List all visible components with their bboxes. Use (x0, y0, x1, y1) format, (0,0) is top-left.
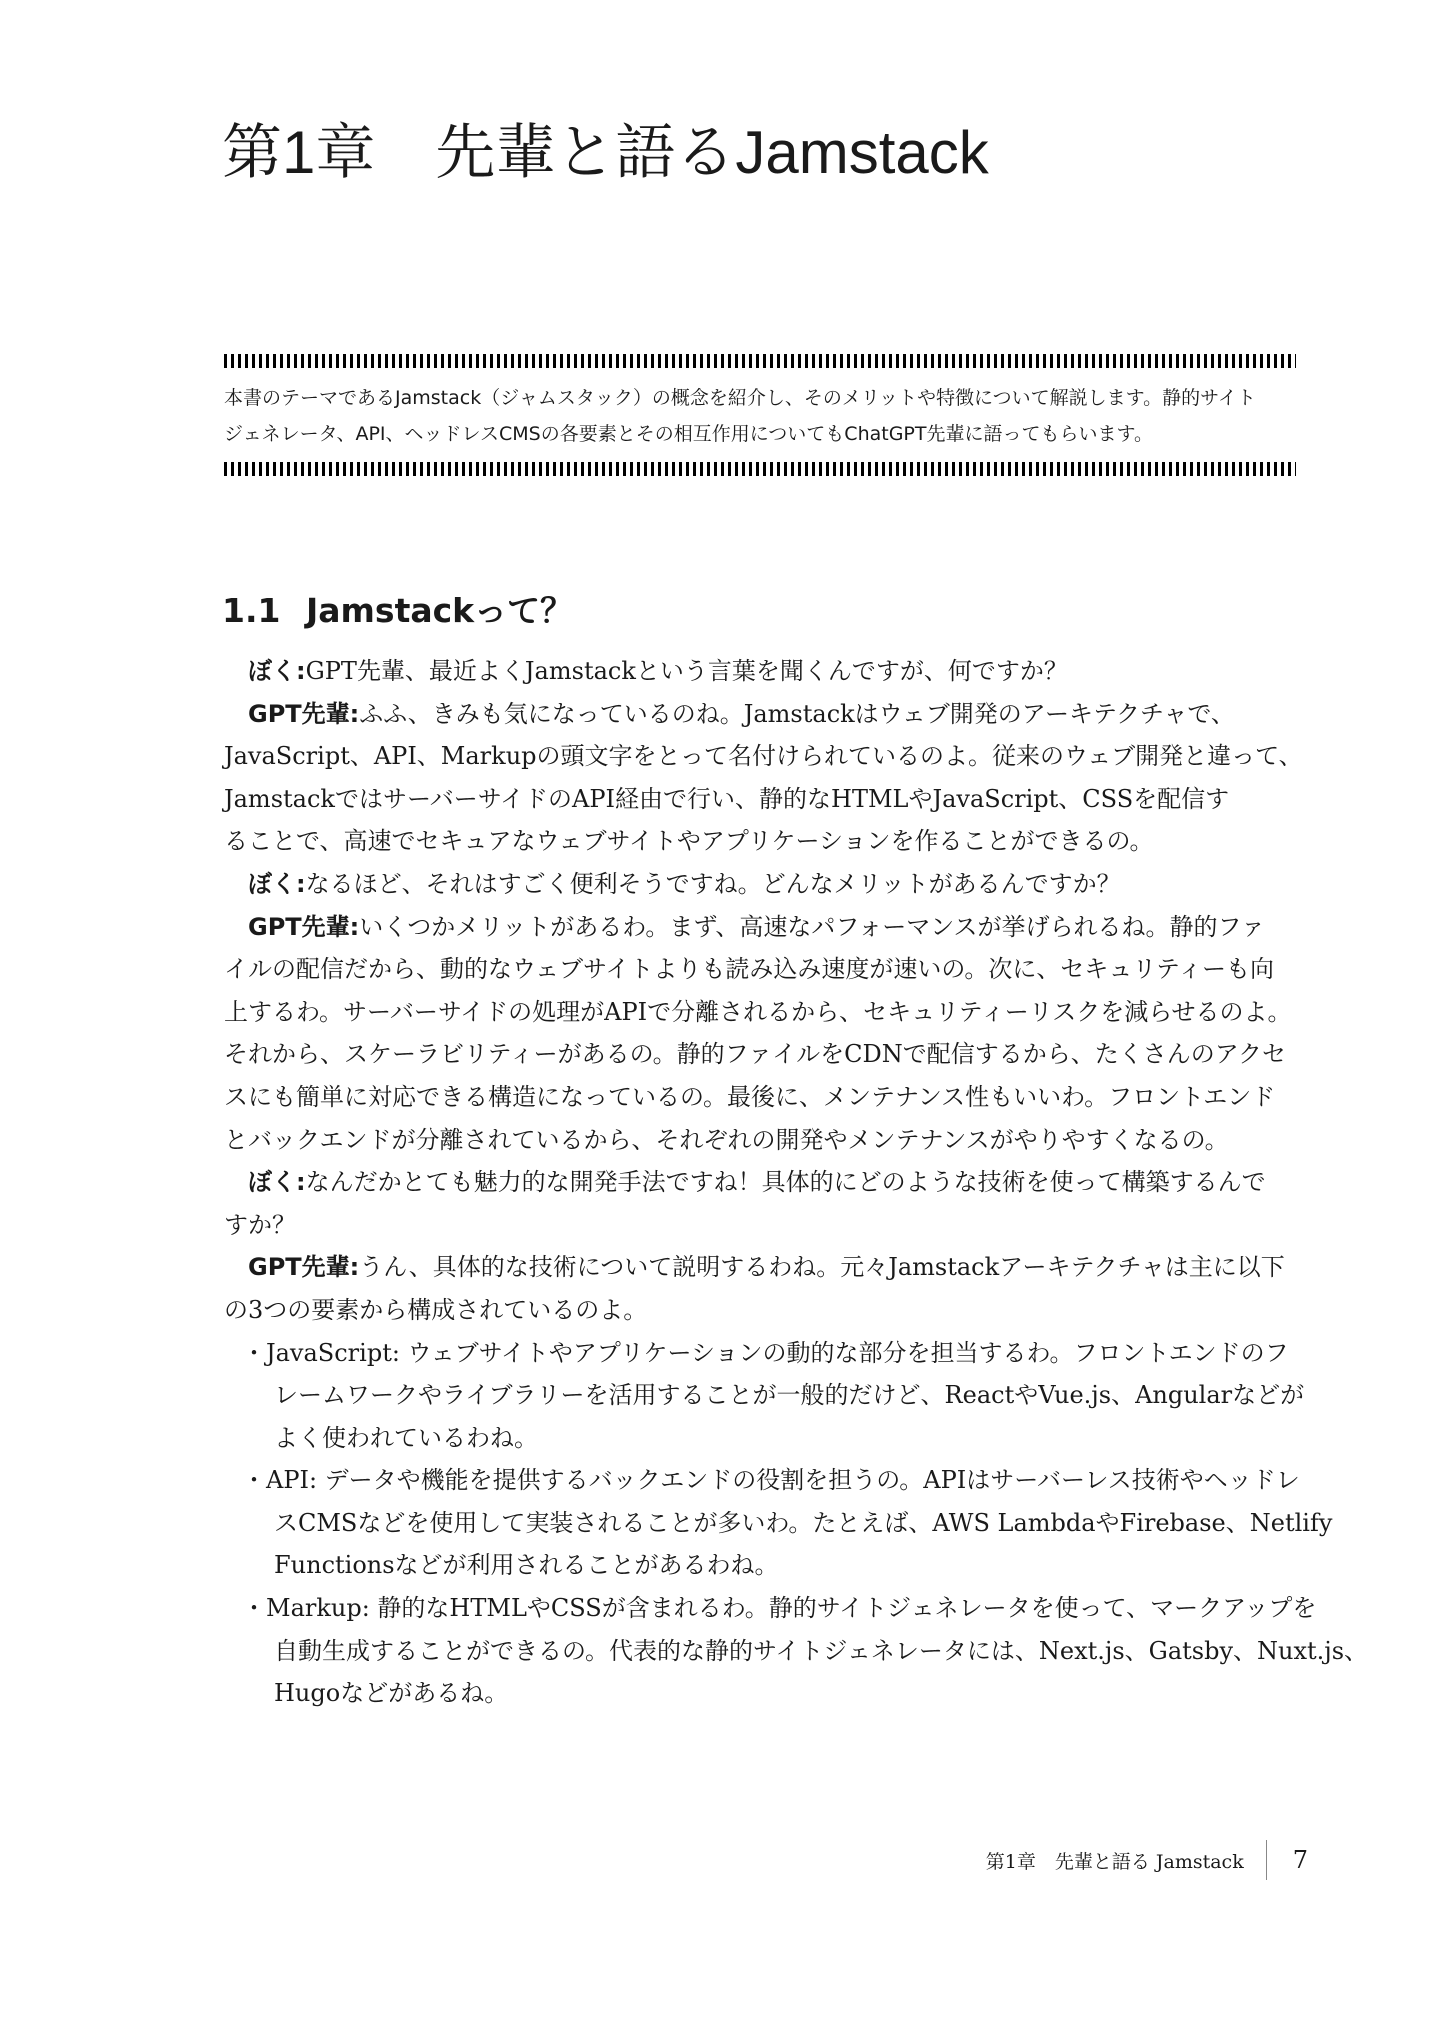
list-item-continuation: Hugoなどがあるね。 (274, 1679, 509, 1708)
list-item: ・JavaScript: ウェブサイトやアプリケーションの動的な部分を担当するわ。フロントエンドのフ (242, 1338, 1289, 1367)
paragraph-text: ふふ、きみも気になっているのね。Jamstackはウェブ開発のアーキテクチャで、 (359, 699, 1235, 728)
dialogue-body (224, 650, 1369, 1715)
paragraph-line: それから、スケーラビリティーがあるの。静的ファイルをCDNで配信するから、たくさんのアクセ (224, 1040, 1287, 1069)
section-title: Jamstackって？ (306, 591, 574, 630)
paragraph-line: とバックエンドが分離されているから、それぞれの開発やメンテナンスがやりやすくなるの。 (224, 1125, 1229, 1154)
list-item-continuation: 自動生成することができるの。代表的な静的サイトジェネレータには、Next.js、Gatsby、Nuxt.js、 (274, 1636, 1369, 1665)
section-heading (222, 585, 573, 632)
paragraph-line (224, 1246, 1300, 1289)
abstract-top-rule (224, 354, 1296, 368)
paragraph-line (224, 1161, 1300, 1204)
paragraph-text: いくつかメリットがあるわ。まず、高速なパフォーマンスが挙げられるね。静的ファ (359, 912, 1266, 941)
paragraph-line (224, 693, 1300, 736)
page-footer (986, 1840, 1308, 1880)
list-item-continuation: レームワークやライブラリーを活用することが一般的だけど、ReactやVue.js、Angularなどが (274, 1381, 1305, 1410)
abstract-line: 本書のテーマであるJamstack（ジャムスタック）の概念を紹介し、そのメリットや特徴について解説します。静的サイト (224, 387, 1256, 409)
speaker-gpt: GPT先輩: (248, 1253, 360, 1282)
abstract-bottom-rule (224, 462, 1296, 476)
paragraph-text: うん、具体的な技術について説明するわね。元々Jamstackアーキテクチャは主に以下 (359, 1253, 1285, 1282)
footer-divider (1266, 1840, 1267, 1880)
speaker-boku: ぼく: (248, 869, 306, 898)
list-item-continuation: スCMSなどを使用して実装されることが多いわ。たとえば、AWS LambdaやFirebase、Netlify (274, 1508, 1333, 1537)
paragraph-line: スにも簡単に対応できる構造になっているの。最後に、メンテナンス性もいいわ。フロントエンド (224, 1082, 1276, 1111)
list-item: ・API: データや機能を提供するバックエンドの役割を担うの。APIはサーバーレス技術やヘッドレ (242, 1466, 1300, 1495)
paragraph-line: すか？ (224, 1210, 296, 1239)
abstract-line: ジェネレータ、API、ヘッドレスCMSの各要素とその相互作用についてもChatGPT先輩に語ってもらいます。 (224, 423, 1153, 445)
paragraph-text: GPT先輩、最近よくJamstackという言葉を聞くんですが、何ですか？ (305, 657, 1068, 685)
chapter-title: 第1章 先輩と語るJamstack (222, 119, 989, 186)
paragraph-text: なんだかとても魅力的な開発手法ですね！具体的にどのような技術を使って構築するんで (305, 1168, 1266, 1197)
paragraph-line: イルの配信だから、動的なウェブサイトよりも読み込み速度が速いの。次に、セキュリティーも向 (224, 955, 1274, 984)
paragraph-line: の3つの要素から構成されているのよ。 (224, 1295, 648, 1324)
running-title: 第1章 先輩と語る Jamstack (985, 1850, 1244, 1873)
chapter-abstract (224, 380, 1304, 452)
paragraph-line (224, 906, 1300, 949)
paragraph-line (224, 863, 1300, 906)
page-number: 7 (1292, 1846, 1308, 1874)
paragraph-line: JavaScript、API、Markupの頭文字をとって名付けられているのよ。従来のウェブ開発と違って、 (224, 742, 1303, 771)
paragraph-line (224, 650, 1300, 693)
paragraph-text: なるほど、それはすごく便利そうですね。どんなメリットがあるんですか？ (305, 869, 1121, 898)
list-item-continuation: よく使われているわね。 (274, 1423, 538, 1452)
list-item-continuation: Functionsなどが利用されることがあるわね。 (274, 1551, 779, 1580)
speaker-boku: ぼく: (248, 1168, 306, 1197)
speaker-gpt: GPT先輩: (248, 912, 360, 941)
paragraph-line: JamstackではサーバーサイドのAPI経由で行い、静的なHTMLやJavaScript、CSSを配信す (224, 784, 1230, 813)
paragraph-line: 上するわ。サーバーサイドの処理がAPIで分離されるから、セキュリティーリスクを減らせるのよ。 (224, 997, 1292, 1026)
speaker-boku: ぼく: (248, 657, 306, 685)
list-item: ・Markup: 静的なHTMLやCSSが含まれるわ。静的サイトジェネレータを使って、マークアップを (242, 1594, 1317, 1623)
section-number: 1.1 (222, 591, 281, 630)
speaker-gpt: GPT先輩: (248, 699, 360, 728)
paragraph-line: ることで、高速でセキュアなウェブサイトやアプリケーションを作ることができるの。 (224, 827, 1154, 856)
